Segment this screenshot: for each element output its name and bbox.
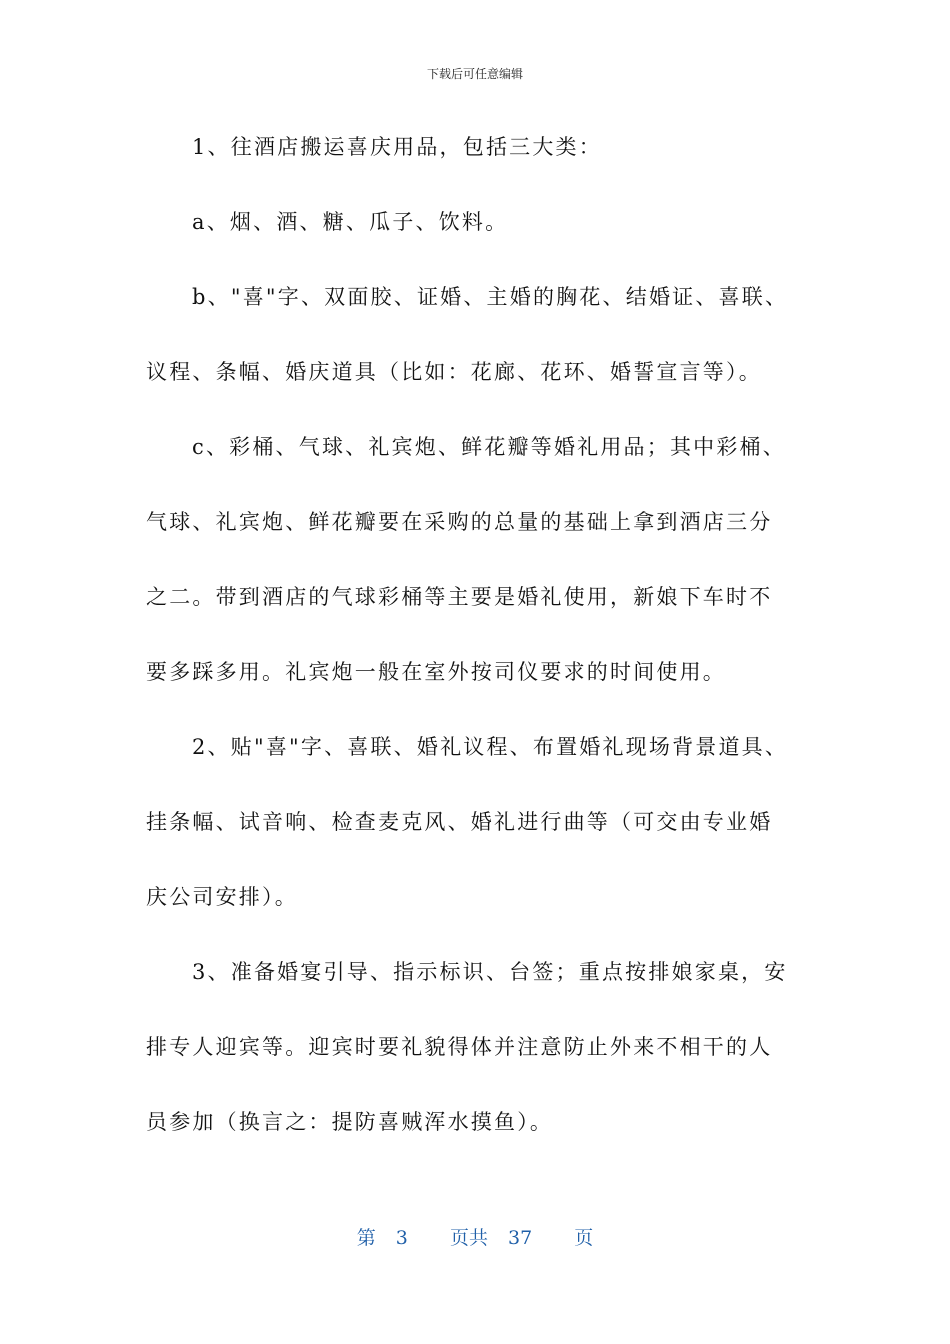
paragraph-line: b、"喜"字、双面胶、证婚、主婚的胸花、结婚证、喜联、 <box>192 285 789 309</box>
paragraph-line: 挂条幅、试音响、检查麦克风、婚礼进行曲等（可交由专业婚 <box>146 810 773 834</box>
paragraph-line: 3、准备婚宴引导、指示标识、台签；重点按排娘家桌，安 <box>192 960 788 984</box>
footer-label-of-total: 页共 <box>449 1227 488 1249</box>
paragraph-line: 之二。带到酒店的气球彩桶等主要是婚礼使用，新娘下车时不 <box>146 585 773 609</box>
paragraph-line: 庆公司安排）。 <box>146 885 298 909</box>
paragraph-line: 1、往酒店搬运喜庆用品，包括三大类： <box>192 135 602 159</box>
paragraph-line: 排专人迎宾等。迎宾时要礼貌得体并注意防止外来不相干的人 <box>146 1035 773 1059</box>
paragraph-line: c、彩桶、气球、礼宾炮、鲜花瓣等婚礼用品；其中彩桶、 <box>192 435 786 459</box>
page-header <box>0 66 950 82</box>
page-footer <box>0 1226 950 1250</box>
footer-total-pages: 37 <box>508 1227 533 1249</box>
paragraph-line: 要多踩多用。礼宾炮一般在室外按司仪要求的时间使用。 <box>146 660 726 684</box>
paragraph-line: 员参加（换言之：提防喜贼浑水摸鱼）。 <box>146 1110 554 1134</box>
paragraph-line: a、烟、酒、糖、瓜子、饮料。 <box>192 210 509 234</box>
paragraph-line: 议程、条幅、婚庆道具（比如：花廊、花环、婚誓宣言等）。 <box>146 360 762 384</box>
header-text: 下载后可任意编辑 <box>426 67 523 81</box>
footer-current-page: 3 <box>395 1227 408 1249</box>
footer-label-page-end: 页 <box>574 1227 594 1249</box>
document-body <box>146 122 806 1172</box>
paragraph-line: 2、贴"喜"字、喜联、婚礼议程、布置婚礼现场背景道具、 <box>192 735 789 759</box>
paragraph-line: 气球、礼宾炮、鲜花瓣要在采购的总量的基础上拿到酒店三分 <box>146 510 773 534</box>
footer-label-page: 第 <box>356 1227 376 1249</box>
